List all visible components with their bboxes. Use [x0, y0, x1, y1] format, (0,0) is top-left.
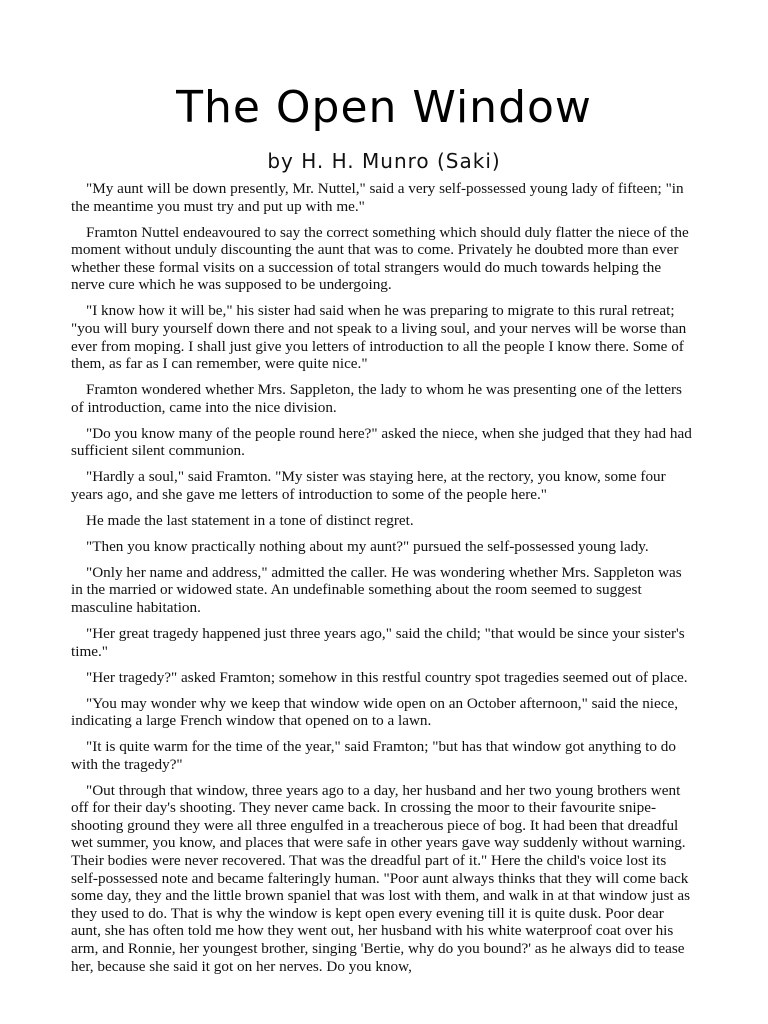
- paragraph: He made the last statement in a tone of distinct regret.: [86, 511, 414, 529]
- paragraph: "Do you know many of the people round here?" asked the niece, when she judged that they had had sufficient silent communion.: [71, 424, 692, 460]
- story-body: [71, 180, 697, 975]
- paragraph: "Hardly a soul," said Framton. "My sister was staying here, at the rectory, you know, some four years ago, and she gave me letters of introduction to some of the people here.": [71, 468, 666, 503]
- paragraph: Framton wondered whether Mrs. Sappleton, the lady to whom he was presenting one of the letters of introduction, came into the nice division.: [71, 381, 682, 416]
- paragraph: "I know how it will be," his sister had said when he was preparing to migrate to this rural retreat; "you will bury yourself down there and not speak to a living soul, and your nerves will be worse than ever from moping. I shall just give you letters of introduction to all the people I know there. Some of them, as far as I can remember, were quite nice.": [71, 302, 687, 373]
- paragraph: "Out through that window, three years ago to a day, her husband and her two young brothers went off for their day's shooting. They never came back. In crossing the moor to their favourite snipe-shooting ground they were all three engulfed in a treacherous piece of bog. It had been that dreadful wet summer, you know, and places that were safe in other years gave way suddenly without warning. Their bodies were never recovered. That was the dreadful part of it." Here the child's voice lost its self-possessed note and became falteringly human. "Poor aunt always thinks that they will come back some day, they and the little brown spaniel that was lost with them, and walk in at that window just as they used to do. That is why the window is kept open every evening till it is quite dusk. Poor dear aunt, she has often told me how they went out, her husband with his white waterproof coat over his arm, and Ronnie, her youngest brother, singing 'Bertie, why do you bound?' as he always did to tease her, because she said it got on her nerves. Do you know,: [71, 781, 691, 975]
- document-byline: by H. H. Munro (Saki): [267, 149, 501, 173]
- paragraph: "Her tragedy?" asked Framton; somehow in this restful country spot tragedies seemed out of place.: [86, 668, 688, 686]
- paragraph: "My aunt will be down presently, Mr. Nuttel," said a very self-possessed young lady of fifteen; "in the meantime you must try and put up with me.": [71, 180, 684, 215]
- paragraph: "It is quite warm for the time of the year," said Framton; "but has that window got anything to do with the tragedy?": [71, 738, 676, 773]
- paragraph: "Only her name and address," admitted the caller. He was wondering whether Mrs. Sappleton was in the married or widowed state. An undefinable something about the room seemed to suggest masculine habitation.: [71, 563, 682, 616]
- paragraph: "Her great tragedy happened just three years ago," said the child; "that would be since your sister's time.": [71, 624, 685, 660]
- paragraph: Framton Nuttel endeavoured to say the correct something which should duly flatter the niece of the moment without unduly discounting the aunt that was to come. Privately he doubted more than ever whether these formal visits on a succession of total strangers would do much towards helping the nerve cure which he was supposed to be undergoing.: [71, 223, 689, 294]
- paragraph: "Then you know practically nothing about my aunt?" pursued the self-possessed young lady.: [86, 537, 649, 555]
- document-title: The Open Window: [176, 82, 592, 133]
- paragraph: "You may wonder why we keep that window wide open on an October afternoon," said the niece, indicating a large French window that opened on to a lawn.: [71, 694, 679, 730]
